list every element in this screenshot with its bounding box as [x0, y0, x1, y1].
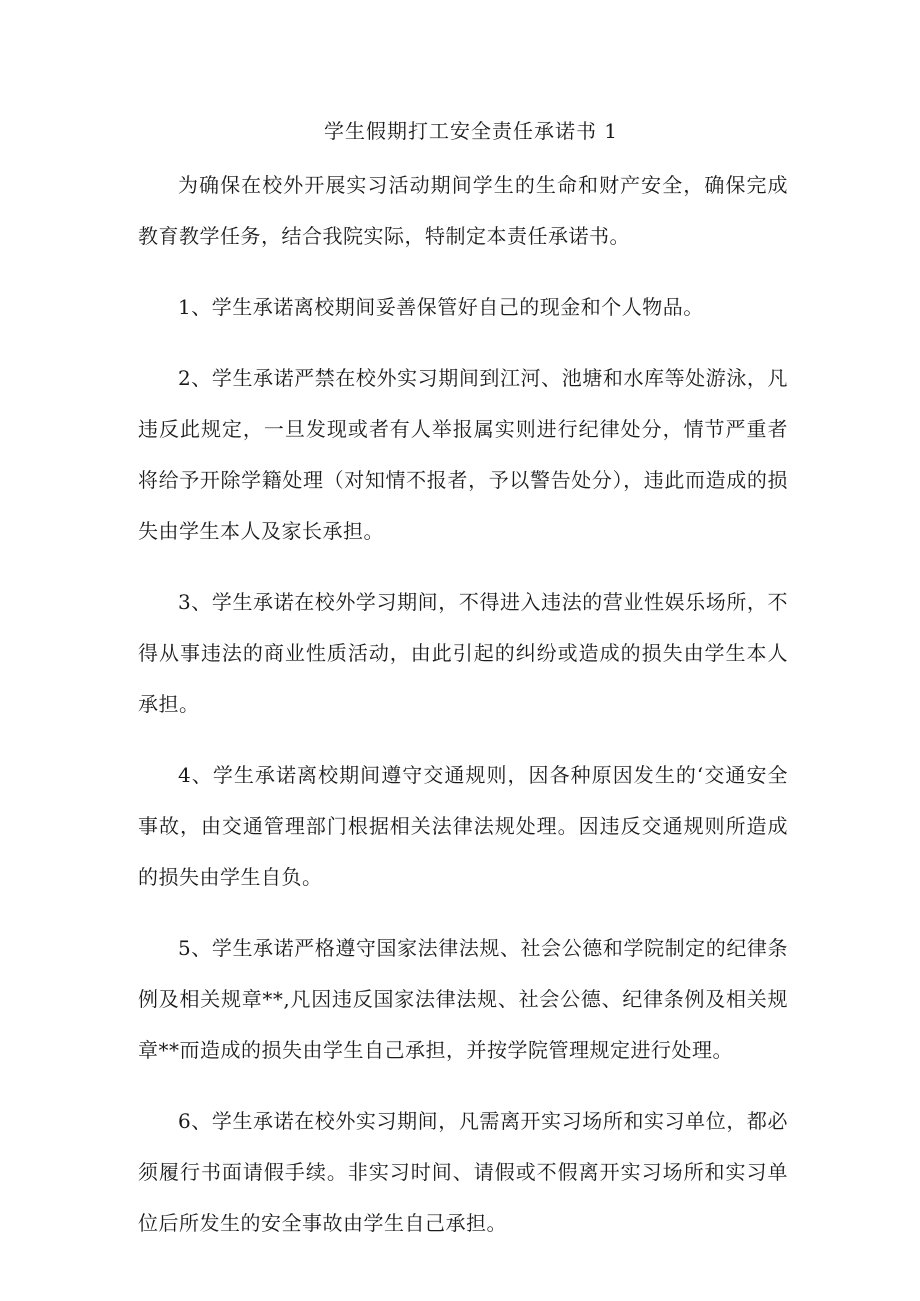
clause-6-paragraph: 6、学生承诺在校外实习期间，凡需离开实习场所和实习单位，都必须履行书面请假手续。非实习时间、请假或不假离开实习场所和实习单位后所发生的安全事故由学生自己承担。: [138, 1109, 788, 1235]
intro-paragraph: 为确保在校外开展实习活动期间学生的生命和财产安全，确保完成教育教学任务，结合我院实际，特制定本责任承诺书。: [138, 173, 788, 248]
clause-4-paragraph: 4、学生承诺离校期间遵守交通规则，因各种原因发生的‘交通安全事故，由交通管理部门根据相关法律法规处理。因违反交通规则所造成的损失由学生自负。: [138, 763, 788, 889]
clause-3-paragraph: 3、学生承诺在校外学习期间，不得进入违法的营业性娱乐场所，不得从事违法的商业性质活动，由此引起的纠纷或造成的损失由学生本人承担。: [138, 590, 788, 716]
clause-5-paragraph: 5、学生承诺严格遵守国家法律法规、社会公德和学院制定的纪律条例及相关规章**,凡因违反国家法律法规、社会公德、纪律条例及相关规章**而造成的损失由学生自己承担，并按学院管理规定进行处理。: [138, 936, 788, 1062]
document-title: 学生假期打工安全责任承诺书 1: [323, 119, 619, 143]
clause-1-paragraph: 1、学生承诺离校期间妥善保管好自己的现金和个人物品。: [178, 295, 704, 319]
clause-2-paragraph: 2、学生承诺严禁在校外实习期间到江河、池塘和水库等处游泳，凡违反此规定，一旦发现或者有人举报属实则进行纪律处分，情节严重者将给予开除学籍处理（对知情不报者，予以警告处分），违此而造成的损失由学生本人及家长承担。: [138, 366, 788, 543]
document-page: [138, 112, 788, 1269]
